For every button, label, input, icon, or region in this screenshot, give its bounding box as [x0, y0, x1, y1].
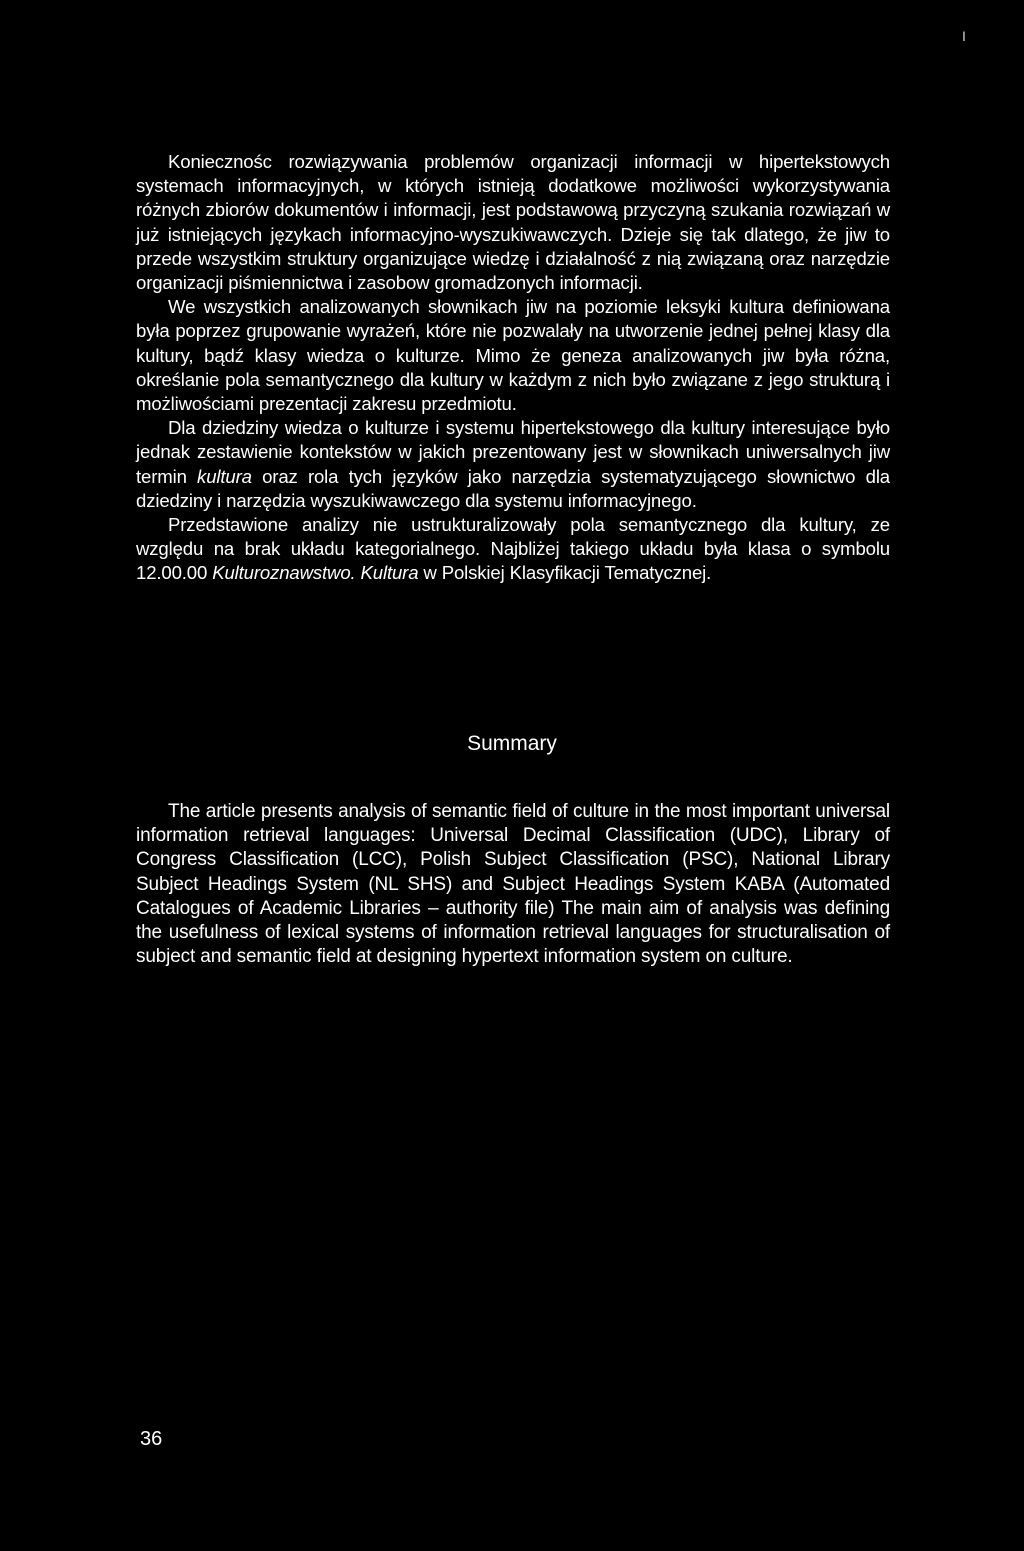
- paragraph-2: We wszystkich analizowanych słownikach jiw na poziomie leksyki kultura definiowana była poprzez grupowanie wyrażeń, które nie pozwalały na utworzenie jednej pełnej klasy dla kultury, bądź klasy wiedza o kulturze. Mimo że geneza analizowanych jiw była różna, określanie pola semantycznego dla kultury w każdym z nich było związane z jego strukturą i możliwościami prezentacji zakresu przedmiotu.: [136, 296, 890, 415]
- paragraph-4-emphasis: Kulturoznawstwo. Kultura: [212, 562, 419, 584]
- paragraph-3-emphasis: kultura: [197, 465, 252, 487]
- paragraph-4-text-b: w Polskiej Klasyfikacji Tematycznej.: [418, 562, 712, 584]
- polish-text-block: [136, 150, 890, 586]
- summary-text-block: [136, 800, 890, 969]
- paragraph-3-text-b: oraz rola tych języków jako narzędzia systematyzującego słownictwo dla dziedziny i narzędzia wyszukiwawczego dla systemu informacyjnego.: [136, 465, 890, 511]
- summary-heading: Summary: [467, 732, 557, 755]
- summary-paragraph: The article presents analysis of semantic field of culture in the most important universal information retrieval languages: Universal Decimal Classification (UDC), Library of Congress Classification (LCC), Polish Subject Classification (PSC), National Library Subject Headings System (NL SHS) and Subject Headings System KABA (Automated Catalogues of Academic Libraries – authority file) The main aim of analysis was defining the usefulness of lexical systems of information retrieval languages for structuralisation of subject and semantic field at designing hypertext information system on culture.: [136, 801, 890, 968]
- paragraph-4: [136, 513, 890, 586]
- page-number: 36: [140, 1428, 163, 1450]
- corner-mark: I: [962, 28, 966, 44]
- paragraph-3: [136, 416, 890, 513]
- paragraph-3-text-a: Dla dziedziny wiedza o kulturze i systemu hipertekstowego dla kultury interesujące było jednak zestawienie kontekstów w jakich prezentowany jest w słownikach uniwersalnych jiw termin: [136, 417, 890, 487]
- paragraph-4-text-a: Przedstawione analizy nie ustrukturalizowały pola semantycznego dla kultury, ze względu na brak układu kategorialnego. Najbliżej takiego układu była klasa o symbolu 12.00.00: [136, 514, 890, 584]
- paragraph-1: Koniecznośc rozwiązywania problemów organizacji informacji w hipertekstowych systemach informacyjnych, w których istnieją dodatkowe możliwości wykorzystywania różnych zbiorów dokumentów i informacji, jest podstawową przyczyną szukania rozwiązań w już istniejących językach informacyjno-wyszukiwawczych. Dzieje się tak dlatego, że jiw to przede wszystkim struktury organizujące wiedzę i działalność z nią związaną oraz narzędzie organizacji piśmiennictwa i zasobow gromadzonych informacji.: [136, 151, 890, 294]
